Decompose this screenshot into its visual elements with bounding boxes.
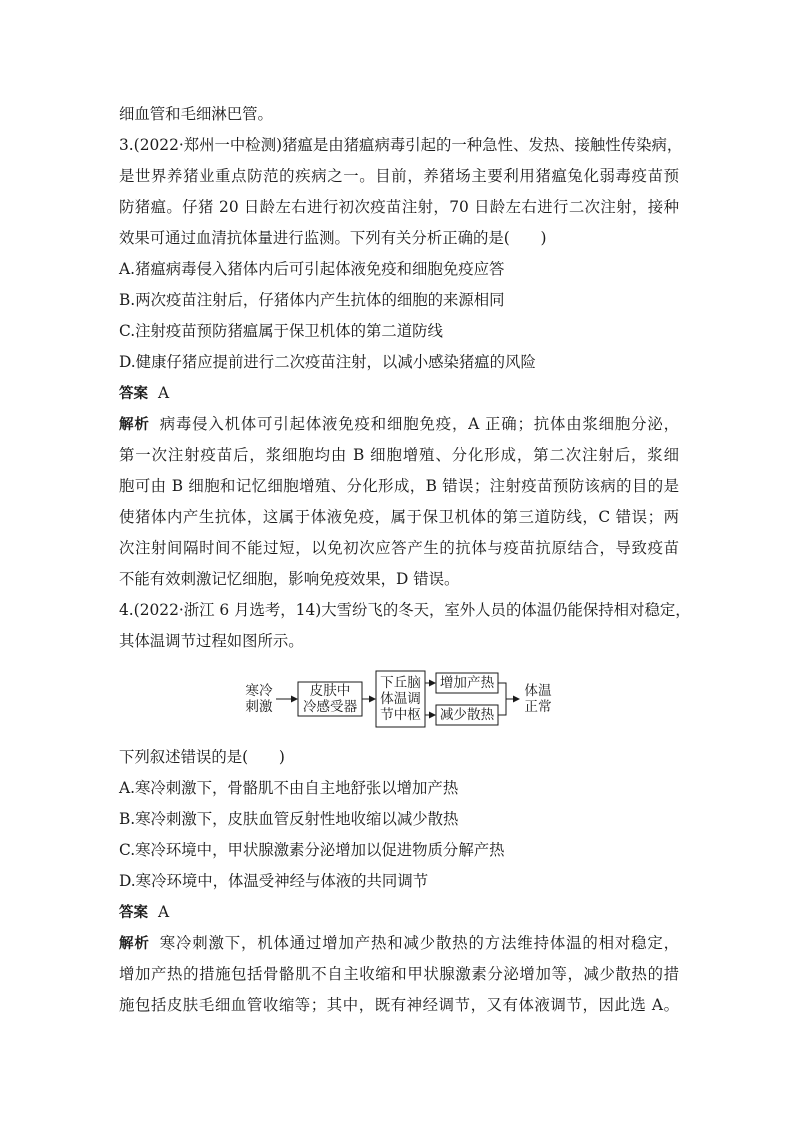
center-line-2: 体温调: [380, 691, 421, 707]
q3-stem-line-4: 效果可通过血清抗体量进行监测。下列有关分析正确的是( ): [119, 229, 547, 247]
merge-bracket: [498, 683, 506, 715]
q4-option-c: C.寒冷环境中，甲状腺激素分泌增加以促进物质分解产热: [119, 841, 505, 859]
q3-analysis-label: 解析: [119, 417, 150, 433]
q3-analysis-line-6: 不能有效刺激记忆细胞，影响免疫效果，D 错误。: [119, 570, 460, 588]
q3-answer-value: A: [158, 384, 170, 402]
increase-label: 增加产热: [439, 675, 495, 691]
q3-analysis-text-1: 病毒侵入机体可引起体液免疫和细胞免疫，A 正确；抗体由浆细胞分泌，: [159, 415, 680, 433]
q3-stem-line-2: 是世界养猪业重点防范的疾病之一。目前，养猪场主要利用猪瘟兔化弱毒疫苗预: [119, 167, 679, 185]
center-line-1: 下丘脑: [380, 675, 421, 691]
result-label: [522, 683, 554, 715]
center-label: [376, 675, 425, 723]
decrease-label: 减少散热: [439, 707, 495, 723]
receptor-line-2: 冷感受器: [302, 699, 358, 715]
q4-analysis-line-2: 增加产热的措施包括骨骼肌不自主收缩和甲状腺激素分泌增加等，减少散热的措: [119, 965, 679, 983]
q3-option-c: C.注射疫苗预防猪瘟属于保卫机体的第二道防线: [119, 322, 443, 340]
q4-answer-value: A: [158, 903, 170, 921]
q2-tail: 细血管和毛细淋巴管。: [119, 105, 273, 123]
q4-question: 下列叙述错误的是( ): [119, 748, 285, 766]
q3-analysis-line-3: 胞可由 B 细胞和记忆细胞增殖、分化形成，B 错误；注射疫苗预防该病的目的是: [119, 477, 679, 495]
q3-analysis-line-5: 次注射间隔时间不能过短，以免初次应答产生的抗体与疫苗抗原结合，导致疫苗: [119, 539, 679, 557]
q4-analysis-line-3: 施包括皮肤毛细血管收缩等；其中，既有神经调节，又有体液调节，因此选 A。: [119, 996, 679, 1014]
q4-stem-line-2: 其体温调节过程如图所示。: [119, 632, 304, 650]
q3-option-b: B.两次疫苗注射后，仔猪体内产生抗体的细胞的来源相同: [119, 291, 505, 309]
stimulus-line-1: 寒冷: [245, 683, 273, 699]
q4-stem-line-1: 4.(2022·浙江 6 月选考，14)大雪纷飞的冬天，室外人员的体温仍能保持相对稳定，: [119, 601, 691, 619]
q4-option-a: A.寒冷刺激下，骨骼肌不由自主地舒张以增加产热: [119, 779, 459, 797]
center-line-3: 节中枢: [380, 707, 421, 723]
result-line-2: 正常: [524, 699, 552, 715]
thermoregulation-diagram: [240, 668, 560, 730]
q4-option-d: D.寒冷环境中，体温受神经与体液的共同调节: [119, 872, 429, 890]
stimulus-label: [244, 683, 274, 715]
q3-stem-line-3: 防猪瘟。仔猪 20 日龄左右进行初次疫苗注射，70 日龄左右进行二次注射，接种: [119, 198, 679, 216]
q3-option-d: D.健康仔猪应提前进行二次疫苗注射，以减小感染猪瘟的风险: [119, 353, 536, 371]
q4-analysis-label: 解析: [119, 936, 150, 952]
q3-analysis-line-4: 使猪体内产生抗体，这属于体液免疫，属于保卫机体的第三道防线，C 错误；两: [119, 508, 679, 526]
result-line-1: 体温: [524, 683, 552, 699]
q3-stem-line-1: 3.(2022·郑州一中检测)猪瘟是由猪瘟病毒引起的一种急性、发热、接触性传染病，: [119, 136, 683, 154]
q3-answer-label: 答案: [119, 386, 148, 402]
receptor-line-1: 皮肤中: [309, 683, 351, 699]
q4-option-b: B.寒冷刺激下，皮肤血管反射性地收缩以减少散热: [119, 810, 459, 828]
q3-option-a: A.猪瘟病毒侵入猪体内后可引起体液免疫和细胞免疫应答: [119, 260, 505, 278]
receptor-label: [298, 683, 362, 715]
q3-analysis-line-1: [119, 414, 679, 435]
q3-answer: [119, 383, 679, 404]
stimulus-line-2: 刺激: [245, 699, 273, 715]
q4-answer: [119, 902, 679, 923]
q3-analysis-line-2: 第一次注射疫苗后，浆细胞均由 B 细胞增殖、分化形成，第二次注射后，浆细: [119, 446, 679, 464]
q4-analysis-text-1: 寒冷刺激下，机体通过增加产热和减少散热的方法维持体温的相对稳定，: [159, 934, 679, 952]
q4-analysis-line-1: [119, 933, 679, 954]
q4-answer-label: 答案: [119, 905, 148, 921]
